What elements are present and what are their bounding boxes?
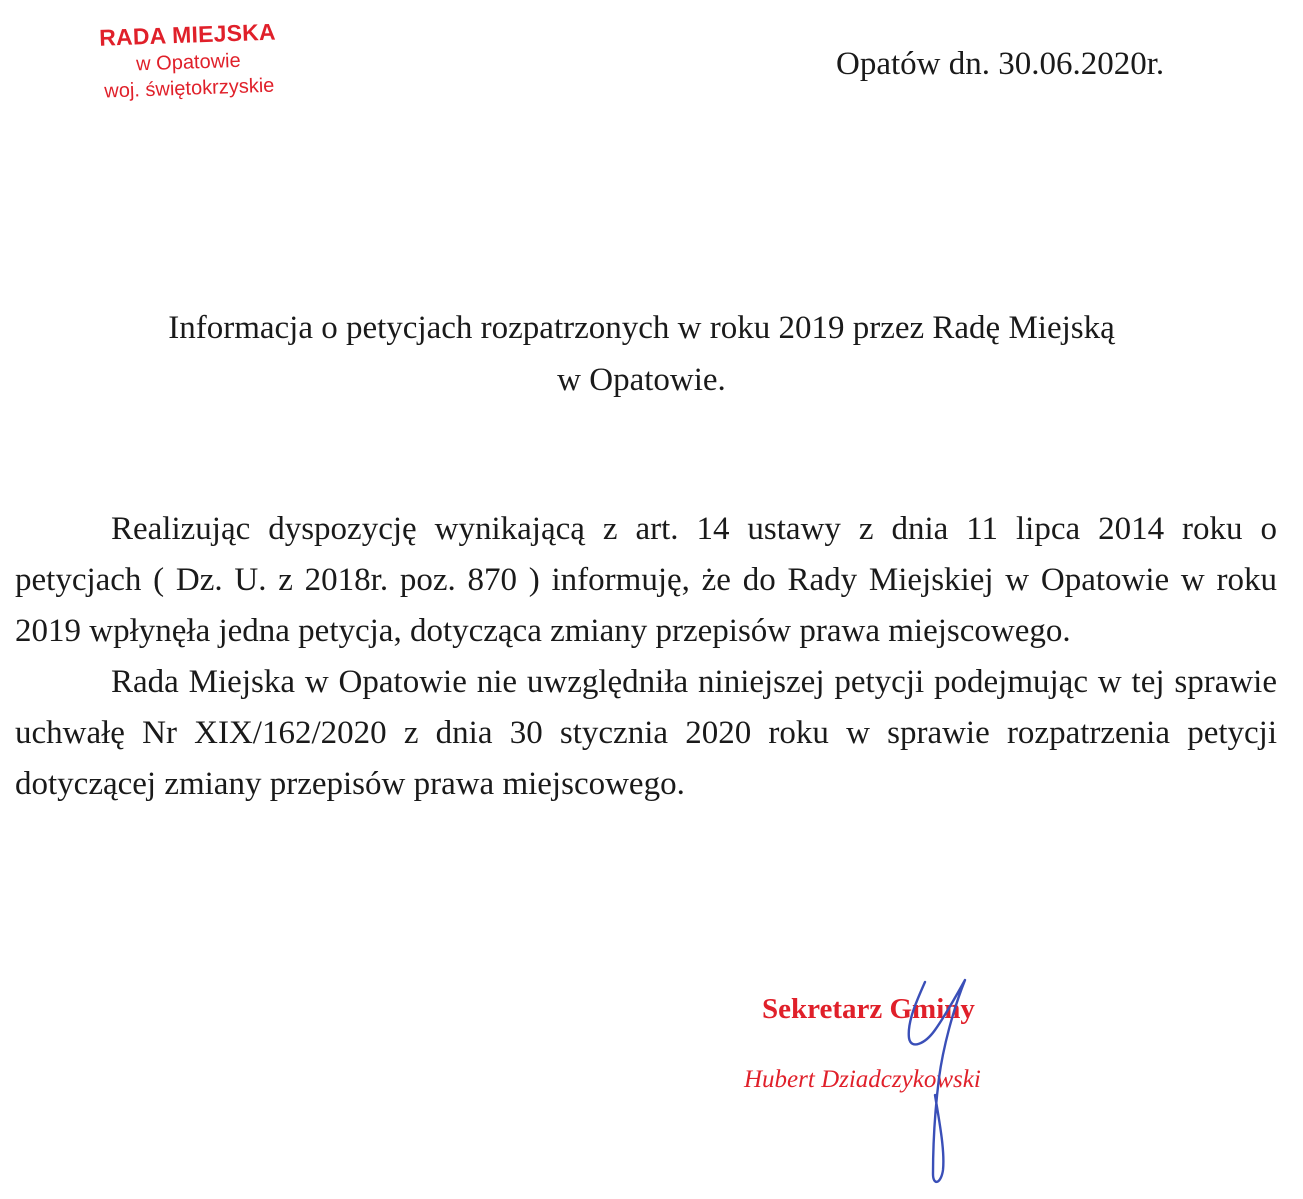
document-date: Opatów dn. 30.06.2020r. <box>836 46 1165 82</box>
council-stamp <box>62 15 315 106</box>
signatory-name: Hubert Dziadczykowski <box>744 1066 981 1093</box>
body-paragraph-1: Realizując dyspozycję wynikającą z art. 14 ustawy z dnia 11 lipca 2014 roku o petycjach ( Dz. U. z 2018r. poz. 870 ) informuję, że do Rady Miejskiej w Opatowie w roku 2019 wpłynęła jedna petycja, dotycząca zmiany przepisów prawa miejscowego. <box>15 511 1277 649</box>
document-body <box>15 504 1277 810</box>
stamp-line-town: w Opatowie <box>135 49 242 76</box>
stamp-line-council: RADA MIEJSKA <box>98 18 277 51</box>
title-line-1: Informacja o petycjach rozpatrzonych w roku 2019 przez Radę Miejską <box>168 310 1115 346</box>
stamp-line-region: woj. świętokrzyskie <box>103 74 275 103</box>
signatory-title: Sekretarz Gminy <box>762 993 975 1025</box>
body-paragraph-2: Rada Miejska w Opatowie nie uwzględniła niniejszej petycji podejmując w tej sprawie uchwałę Nr XIX/162/2020 z dnia 30 stycznia 2020 roku w sprawie rozpatrzenia petycji dotyczącej zmiany przepisów prawa miejscowego. <box>15 664 1277 802</box>
document-title <box>40 302 1243 406</box>
title-line-2: w Opatowie. <box>557 362 726 398</box>
handwritten-signature <box>895 960 995 1190</box>
